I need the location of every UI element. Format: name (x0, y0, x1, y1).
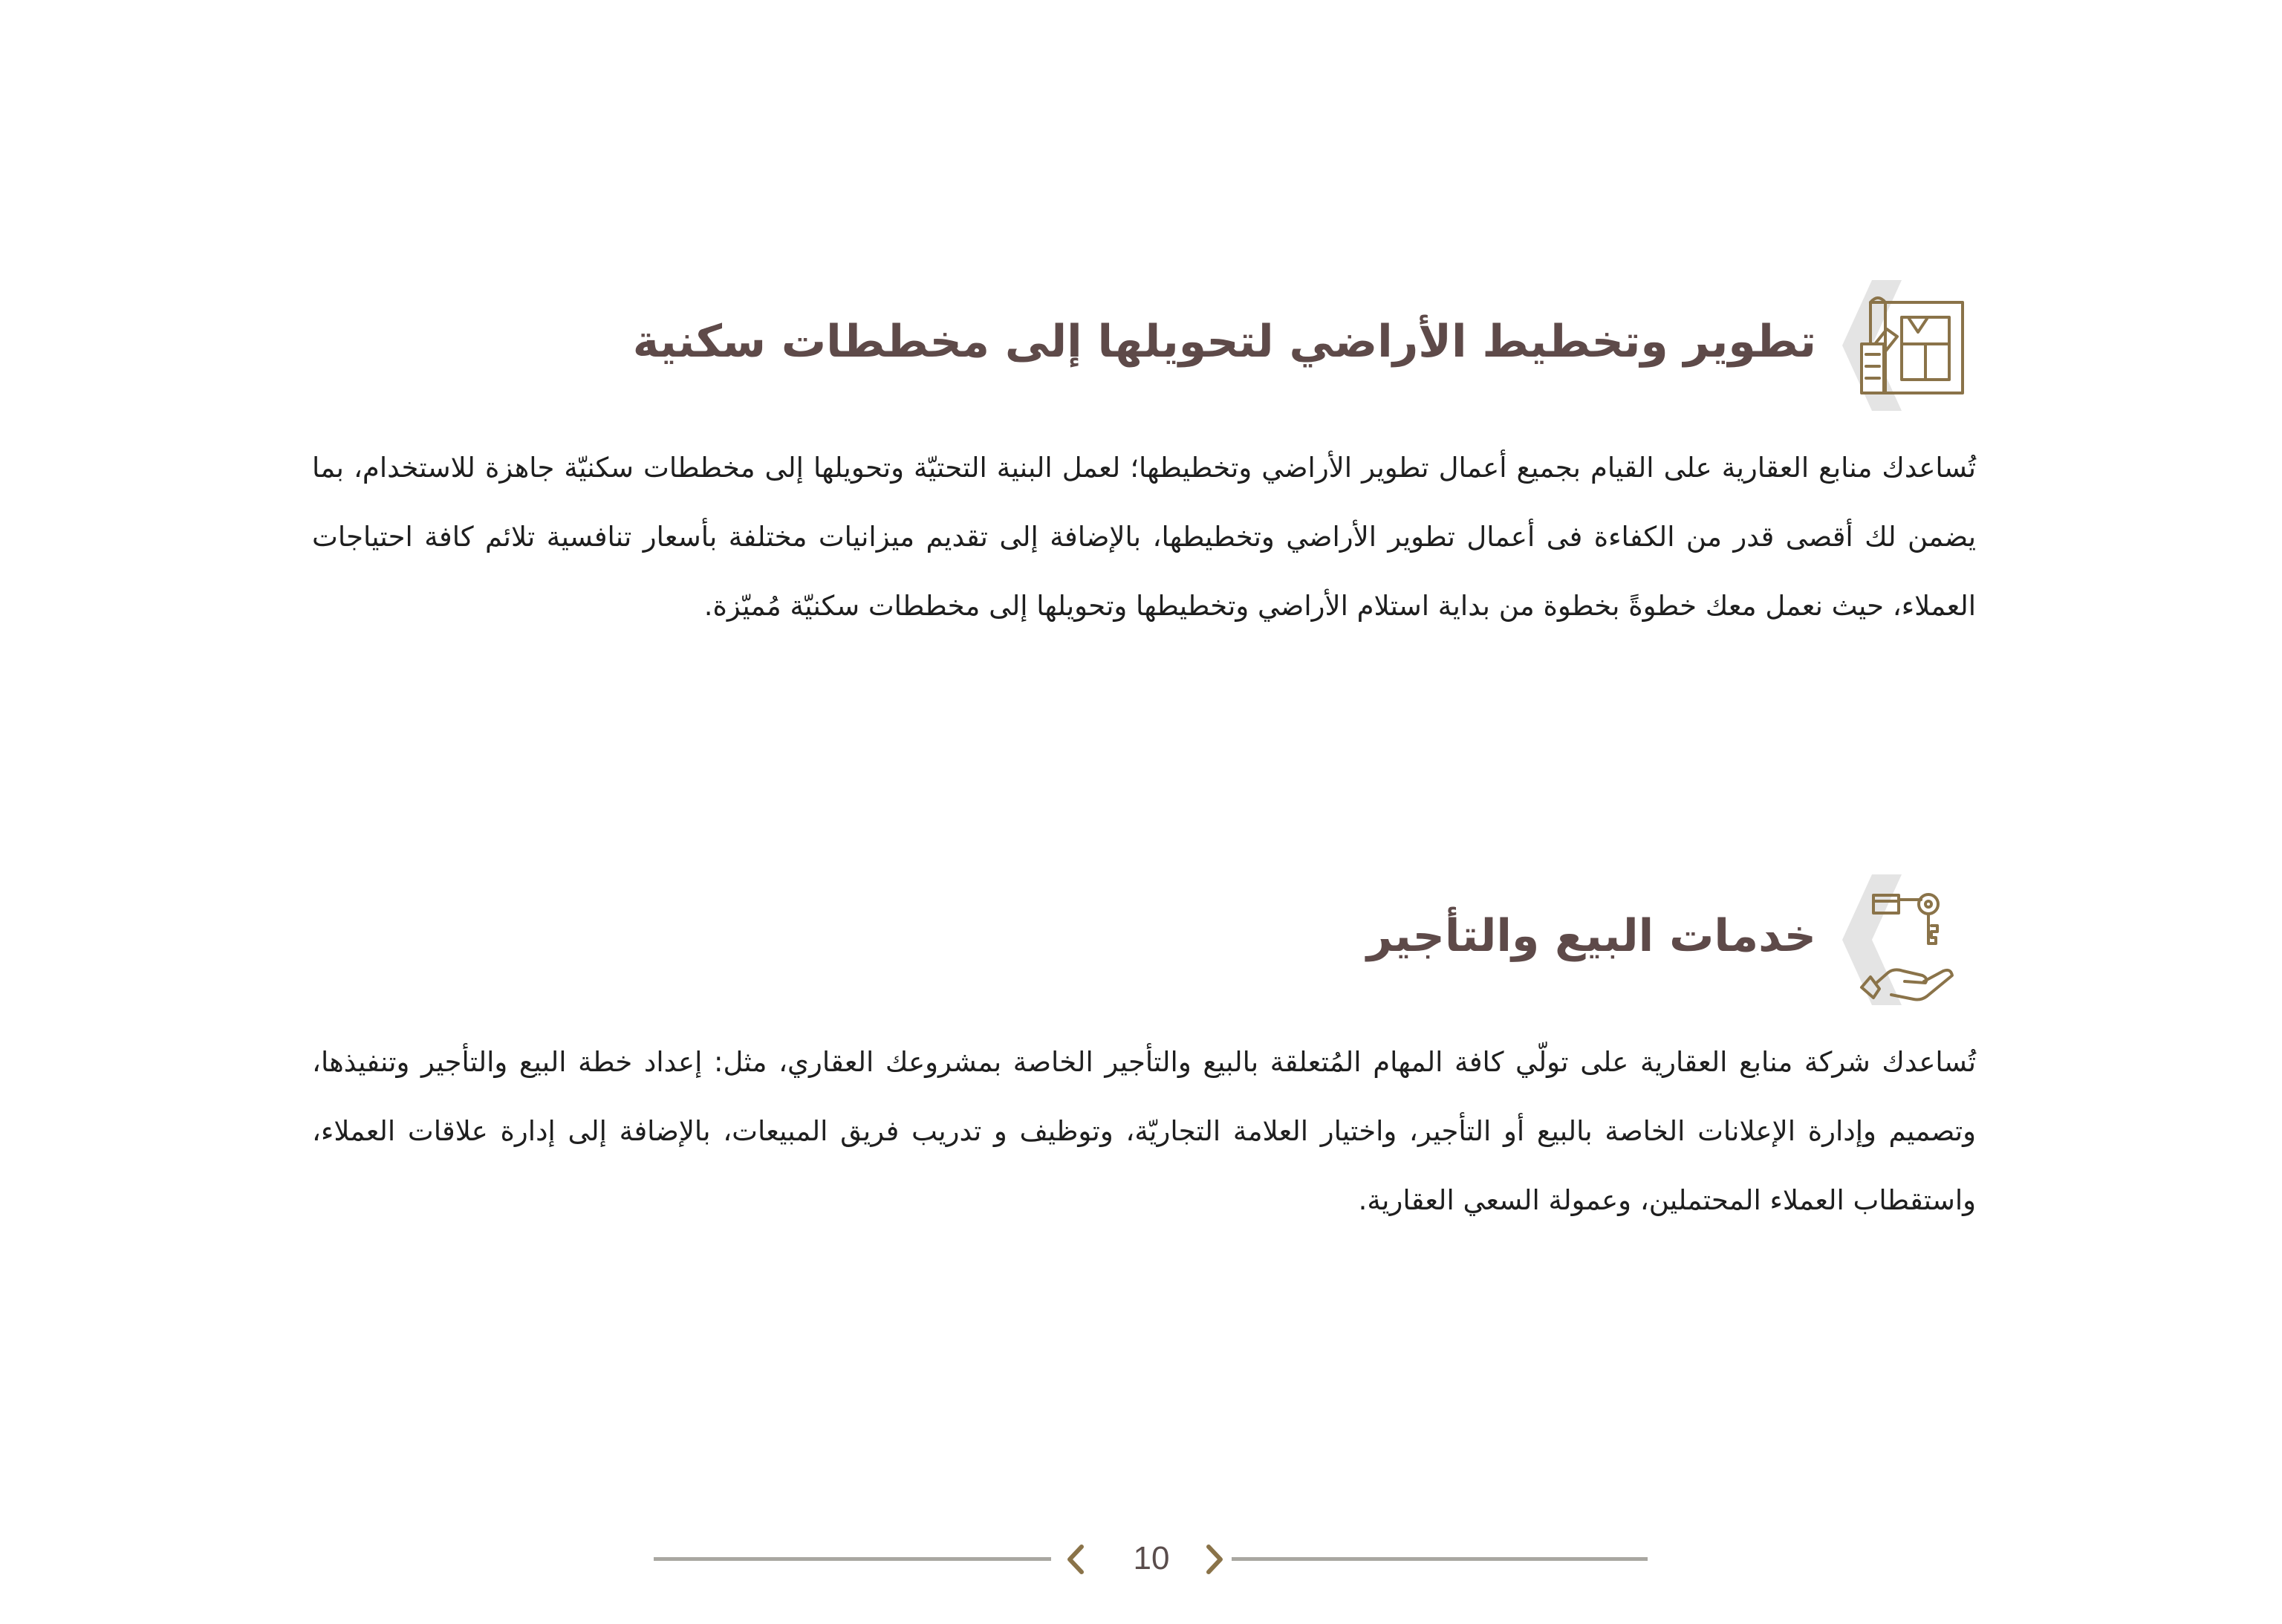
section-sales-leasing (312, 865, 1976, 1235)
page-footer (654, 1529, 1649, 1588)
section-paragraph: تُساعدك شركة منابع العقارية على تولّي كافة المهام المُتعلقة بالبيع والتأجير الخاصة بمشروعك العقاري، مثل: إعداد خطة البيع والتأجير وتنفيذها، وتصميم وإدارة الإعلانات الخاصة بالبيع أو التأجير، واختيار العلامة التجاريّة، وتوظيف و تدريب فريق المبيعات، بالإضافة إلى إدارة علاقات العملاء، واستقطاب العملاء المحتملين، وعمولة السعي العقارية. (312, 1046, 1976, 1216)
chevron-left-icon[interactable] (1061, 1542, 1090, 1576)
land-plan-icon (1827, 271, 1976, 420)
hand-key-icon (1827, 865, 1976, 1014)
section-land-development (312, 271, 1976, 640)
chevron-right-icon[interactable] (1200, 1542, 1229, 1576)
footer-divider-right (1232, 1557, 1648, 1561)
section-header (312, 271, 1976, 420)
section-paragraph: تُساعدك منابع العقارية على القيام بجميع أعمال تطوير الأراضي وتخطيطها؛ لعمل البنية التحتيّة وتحويلها إلى مخططات سكنيّة جاهزة للاستخدام، بما يضمن لك أقصى قدر من الكفاءة فى أعمال تطوير الأراضي وتخطيطها، بالإضافة إلى تقديم ميزانيات مختلفة بأسعار تنافسية تلائم كافة احتياجات العملاء، حيث نعمل معك خطوةً بخطوة من بداية استلام الأراضي وتخطيطها وتحويلها إلى مخططات سكنيّة مُميّزة. (312, 452, 1976, 622)
section-title: خدمات البيع والتأجير (1366, 910, 1816, 962)
section-header (312, 865, 1976, 1014)
footer-divider-left (654, 1557, 1051, 1561)
section-title: تطوير وتخطيط الأراضي لتحويلها إلى مخططات سكنية (632, 316, 1816, 368)
page-number: 10 (1133, 1540, 1170, 1576)
